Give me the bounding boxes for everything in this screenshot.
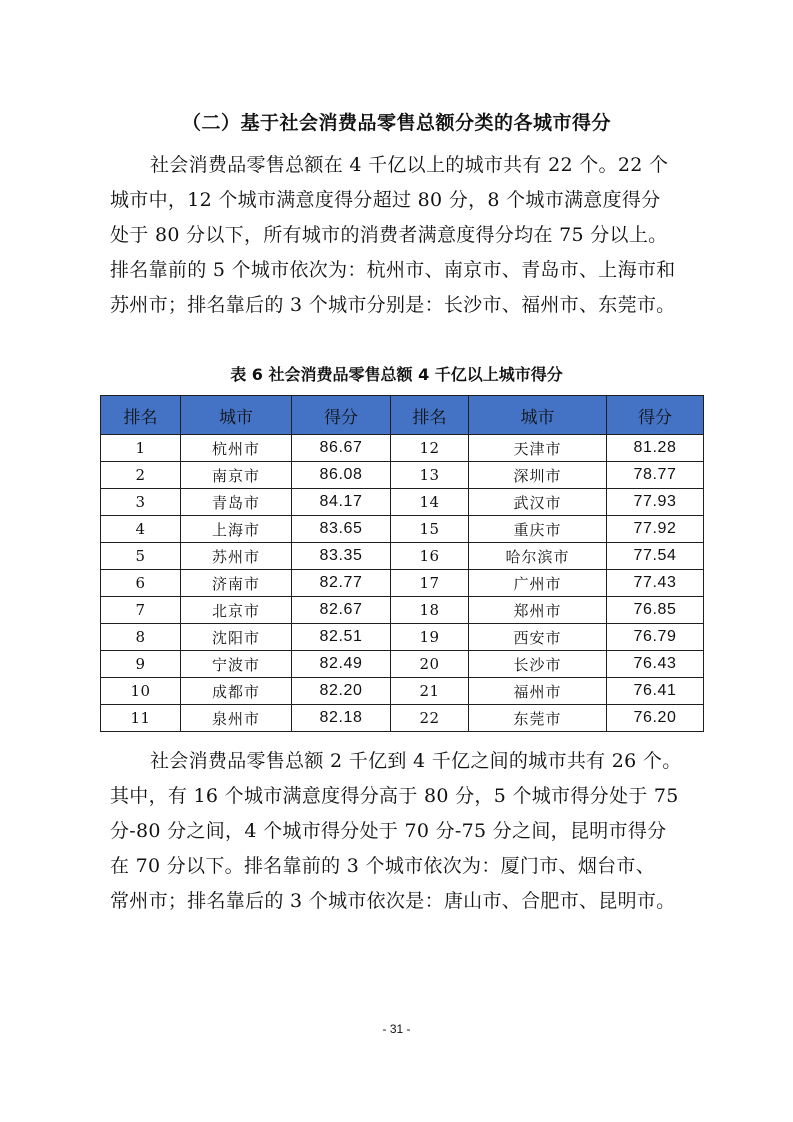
header-city: 城市 <box>181 396 292 435</box>
paragraph-line: 苏州市；排名靠后的 3 个城市分别是：长沙市、福州市、东莞市。 <box>110 294 676 316</box>
city-cell: 福州市 <box>469 678 607 705</box>
city-cell: 郑州市 <box>469 597 607 624</box>
table-row <box>101 570 704 597</box>
paragraph-line: 在 70 分以下。排名靠前的 3 个城市依次为：厦门市、烟台市、 <box>110 855 656 877</box>
paragraph-line: 常州市；排名靠后的 3 个城市依次是：唐山市、合肥市、昆明市。 <box>110 890 676 912</box>
table-caption: 表 6 社会消费品零售总额 4 千亿以上城市得分 <box>230 365 563 384</box>
city-cell: 宁波市 <box>181 651 292 678</box>
table-row <box>101 651 704 678</box>
table-row <box>101 678 704 705</box>
score-cell: 76.43 <box>607 651 704 678</box>
score-cell: 82.20 <box>292 678 391 705</box>
header-rank: 排名 <box>391 396 469 435</box>
paragraph-line: 社会消费品零售总额在 4 千亿以上的城市共有 22 个。22 个 <box>150 154 669 176</box>
table-body <box>101 435 704 732</box>
city-score-table <box>100 395 704 732</box>
paragraph-line: 社会消费品零售总额 2 千亿到 4 千亿之间的城市共有 26 个。 <box>150 750 682 772</box>
score-cell: 76.85 <box>607 597 704 624</box>
table-row <box>101 516 704 543</box>
score-cell: 77.93 <box>607 489 704 516</box>
rank-cell: 17 <box>391 570 469 597</box>
table-row <box>101 705 704 732</box>
city-cell: 沈阳市 <box>181 624 292 651</box>
rank-cell: 13 <box>391 462 469 489</box>
page-number: - 31 - <box>382 1022 411 1036</box>
rank-cell: 15 <box>391 516 469 543</box>
city-cell: 泉州市 <box>181 705 292 732</box>
score-cell: 76.20 <box>607 705 704 732</box>
score-cell: 82.18 <box>292 705 391 732</box>
rank-cell: 21 <box>391 678 469 705</box>
paragraph-line: 分-80 分之间，4 个城市得分处于 70 分-75 分之间，昆明市得分 <box>110 820 667 842</box>
city-cell: 长沙市 <box>469 651 607 678</box>
rank-cell: 16 <box>391 543 469 570</box>
score-cell: 82.49 <box>292 651 391 678</box>
city-cell: 上海市 <box>181 516 292 543</box>
paragraph-line: 城市中，12 个城市满意度得分超过 80 分，8 个城市满意度得分 <box>110 189 661 211</box>
score-cell: 77.43 <box>607 570 704 597</box>
table-row <box>101 462 704 489</box>
score-cell: 82.51 <box>292 624 391 651</box>
rank-cell: 10 <box>101 678 181 705</box>
score-cell: 77.92 <box>607 516 704 543</box>
score-cell: 83.65 <box>292 516 391 543</box>
table-row <box>101 624 704 651</box>
paragraph-line: 排名靠前的 5 个城市依次为：杭州市、南京市、青岛市、上海市和 <box>110 259 676 281</box>
score-cell: 82.77 <box>292 570 391 597</box>
city-cell: 深圳市 <box>469 462 607 489</box>
city-cell: 天津市 <box>469 435 607 462</box>
rank-cell: 8 <box>101 624 181 651</box>
paragraph-line: 处于 80 分以下，所有城市的消费者满意度得分均在 75 分以上。 <box>110 224 668 246</box>
rank-cell: 4 <box>101 516 181 543</box>
table-header-row <box>101 396 704 435</box>
score-cell: 81.28 <box>607 435 704 462</box>
score-cell: 76.79 <box>607 624 704 651</box>
score-cell: 76.41 <box>607 678 704 705</box>
rank-cell: 18 <box>391 597 469 624</box>
city-cell: 青岛市 <box>181 489 292 516</box>
city-cell: 南京市 <box>181 462 292 489</box>
rank-cell: 2 <box>101 462 181 489</box>
score-cell: 86.08 <box>292 462 391 489</box>
table-row <box>101 543 704 570</box>
table-row <box>101 489 704 516</box>
score-cell: 82.67 <box>292 597 391 624</box>
rank-cell: 20 <box>391 651 469 678</box>
city-cell: 西安市 <box>469 624 607 651</box>
city-cell: 哈尔滨市 <box>469 543 607 570</box>
rank-cell: 7 <box>101 597 181 624</box>
rank-cell: 9 <box>101 651 181 678</box>
score-cell: 86.67 <box>292 435 391 462</box>
rank-cell: 12 <box>391 435 469 462</box>
city-cell: 东莞市 <box>469 705 607 732</box>
city-cell: 济南市 <box>181 570 292 597</box>
rank-cell: 22 <box>391 705 469 732</box>
city-cell: 苏州市 <box>181 543 292 570</box>
city-cell: 重庆市 <box>469 516 607 543</box>
score-cell: 78.77 <box>607 462 704 489</box>
header-score: 得分 <box>292 396 391 435</box>
rank-cell: 11 <box>101 705 181 732</box>
city-cell: 武汉市 <box>469 489 607 516</box>
rank-cell: 14 <box>391 489 469 516</box>
section-heading: （二）基于社会消费品零售总额分类的各城市得分 <box>181 112 611 134</box>
paragraph-line: 其中，有 16 个城市满意度得分高于 80 分，5 个城市得分处于 75 <box>110 785 679 807</box>
rank-cell: 6 <box>101 570 181 597</box>
rank-cell: 3 <box>101 489 181 516</box>
score-cell: 83.35 <box>292 543 391 570</box>
city-cell: 杭州市 <box>181 435 292 462</box>
score-cell: 84.17 <box>292 489 391 516</box>
rank-cell: 19 <box>391 624 469 651</box>
header-score: 得分 <box>607 396 704 435</box>
rank-cell: 1 <box>101 435 181 462</box>
followup-paragraph <box>110 744 700 919</box>
city-cell: 广州市 <box>469 570 607 597</box>
city-cell: 成都市 <box>181 678 292 705</box>
header-city: 城市 <box>469 396 607 435</box>
rank-cell: 5 <box>101 543 181 570</box>
header-rank: 排名 <box>101 396 181 435</box>
score-cell: 77.54 <box>607 543 704 570</box>
intro-paragraph <box>110 148 700 323</box>
city-cell: 北京市 <box>181 597 292 624</box>
table-row <box>101 597 704 624</box>
table-row <box>101 435 704 462</box>
